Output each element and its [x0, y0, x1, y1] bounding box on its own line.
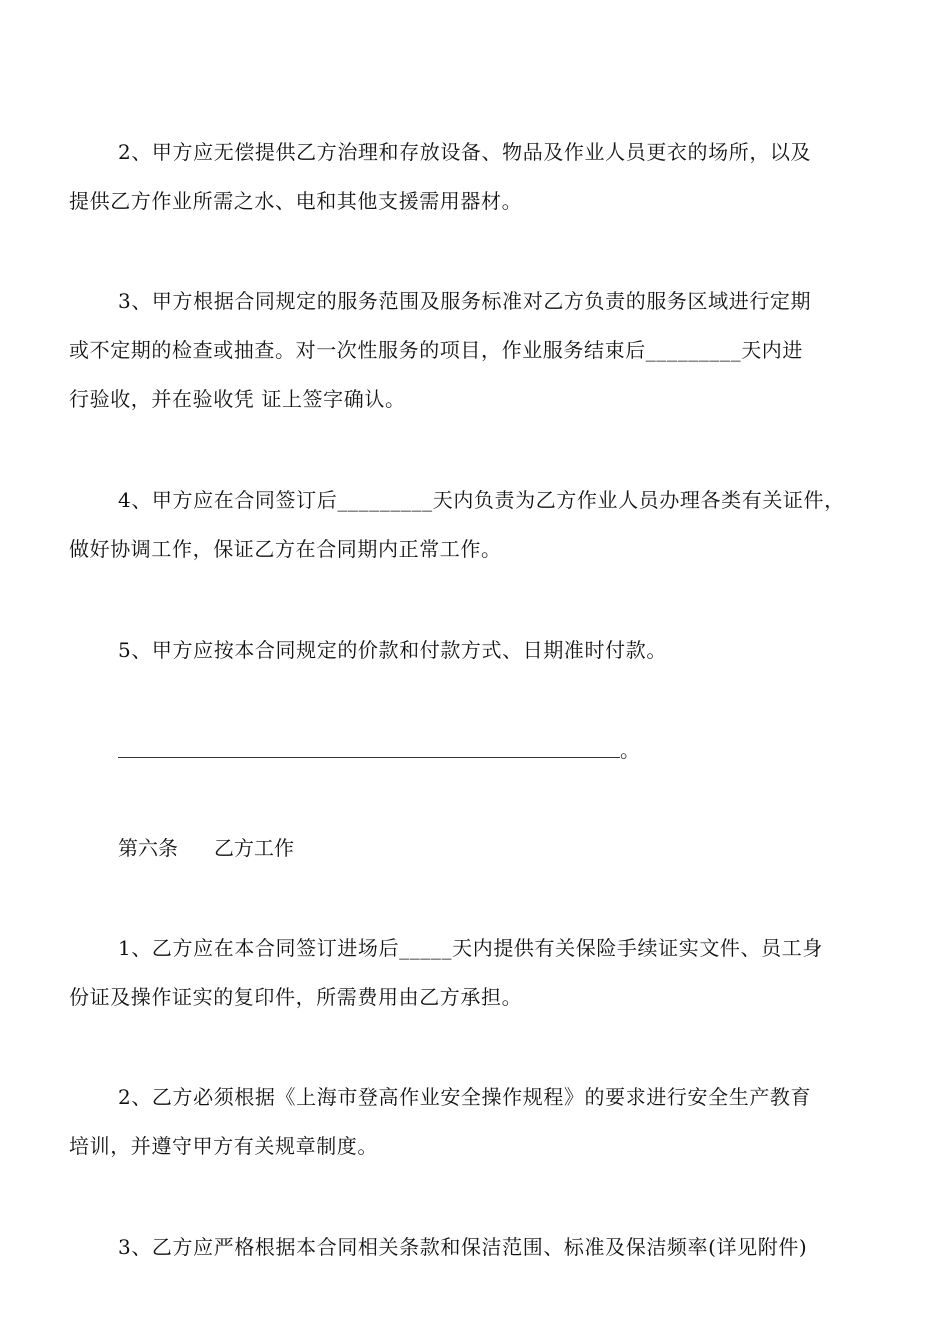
article-title: 乙方工作 — [214, 836, 294, 860]
blank-line-period: 。 — [620, 738, 640, 762]
paragraph-line: 3、甲方根据合同规定的服务范围及服务标准对乙方负责的服务区域进行定期 — [118, 289, 812, 313]
paragraph-line: 提供乙方作业所需之水、电和其他支援需用器材。 — [69, 189, 523, 213]
paragraph-line: 1、乙方应在本合同签订进场后_____天内提供有关保险手续证实文件、员工身 — [118, 936, 823, 960]
paragraph-line: 行验收，并在验收凭 证上签字确认。 — [69, 387, 406, 411]
fill-in-blank-line — [118, 757, 620, 758]
paragraph-line: 4、甲方应在合同签订后_________天内负责为乙方作业人员办理各类有关证件， — [118, 488, 845, 512]
paragraph-line: 3、乙方应严格根据本合同相关条款和保洁范围、标准及保洁频率(详见附件) — [118, 1235, 808, 1259]
paragraph-line: 或不定期的检查或抽查。对一次性服务的项目，作业服务结束后_________天内进 — [69, 338, 803, 362]
article-number: 第六条 — [118, 836, 178, 860]
paragraph-line: 5、甲方应按本合同规定的价款和付款方式、日期准时付款。 — [118, 638, 667, 662]
paragraph-line: 2、甲方应无偿提供乙方治理和存放设备、物品及作业人员更衣的场所，以及 — [118, 140, 812, 164]
article-heading — [118, 835, 294, 861]
paragraph-line: 培训，并遵守甲方有关规章制度。 — [69, 1134, 378, 1158]
paragraph-line: 2、乙方必须根据《上海市登高作业安全操作规程》的要求进行安全生产教育 — [118, 1085, 812, 1109]
paragraph-line: 做好协调工作，保证乙方在合同期内正常工作。 — [69, 537, 502, 561]
paragraph-line: 份证及操作证实的复印件，所需费用由乙方承担。 — [69, 985, 523, 1009]
